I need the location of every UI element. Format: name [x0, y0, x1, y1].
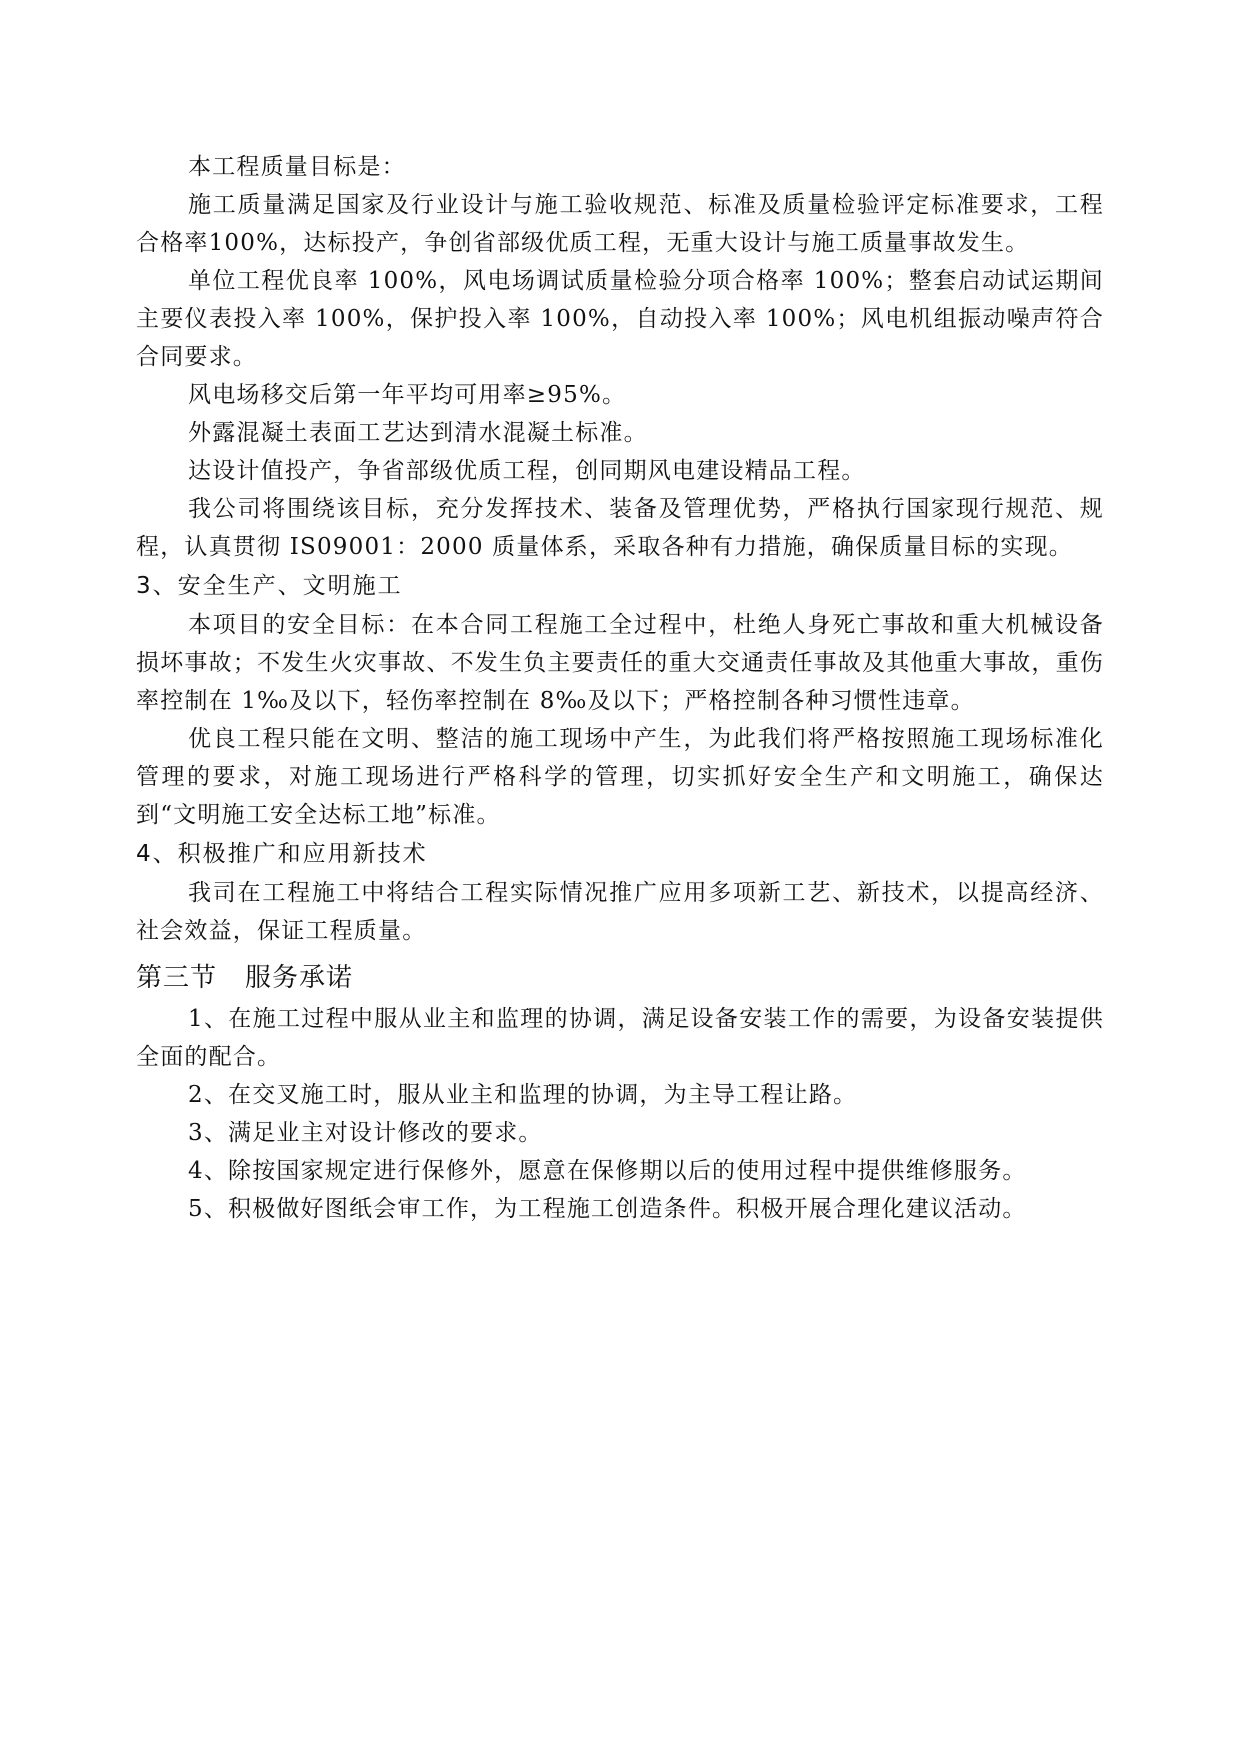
- paragraph-availability: 风电场移交后第一年平均可用率≥95%。: [188, 382, 627, 408]
- paragraph-civilized-construction: 优良工程只能在文明、整洁的施工现场中产生，为此我们将严格按照施工现场标准化管理的要求，对施工现场进行严格科学的管理，切实抓好安全生产和文明施工，确保达到“文明施工安全达标工地”标准。: [136, 726, 1104, 828]
- section-title: 服务承诺: [245, 963, 354, 993]
- paragraph-design-value: 达设计值投产，争省部级优质工程，创同期风电建设精品工程。: [188, 458, 866, 484]
- paragraph-company-commitment: 我公司将围绕该目标，充分发挥技术、装备及管理优势，严格执行国家现行规范、规程，认真贯彻 IS09001：2000 质量体系，采取各种有力措施，确保质量目标的实现。: [136, 496, 1104, 560]
- commitment-item: 3、满足业主对设计修改的要求。: [188, 1120, 543, 1146]
- section-heading: [136, 956, 1104, 1000]
- paragraph-new-technology: 我司在工程施工中将结合工程实际情况推广应用多项新工艺、新技术，以提高经济、社会效益，保证工程质量。: [136, 880, 1104, 944]
- paragraph-quality-goal-intro: 本工程质量目标是：: [188, 154, 406, 180]
- commitment-item: 4、除按国家规定进行保修外，愿意在保修期以后的使用过程中提供维修服务。: [188, 1158, 1027, 1184]
- section-number: 第三节: [136, 963, 218, 993]
- document-body: [136, 148, 1104, 1228]
- paragraph-safety-goal: 本项目的安全目标：在本合同工程施工全过程中，杜绝人身死亡事故和重大机械设备损坏事故；不发生火灾事故、不发生负主要责任的重大交通责任事故及其他重大事故，重伤率控制在 1‰及以下，轻伤率控制在 8‰及以下；严格控制各种习惯性违章。: [136, 612, 1104, 714]
- heading-new-technology: 4、积极推广和应用新技术: [136, 841, 428, 867]
- commitment-item: 5、积极做好图纸会审工作，为工程施工创造条件。积极开展合理化建议活动。: [188, 1196, 1027, 1222]
- paragraph-quality-standard: 施工质量满足国家及行业设计与施工验收规范、标准及质量检验评定标准要求，工程合格率100%，达标投产，争创省部级优质工程，无重大设计与施工质量事故发生。: [136, 192, 1104, 256]
- paragraph-pass-rates: 单位工程优良率 100%，风电场调试质量检验分项合格率 100%；整套启动试运期间主要仪表投入率 100%，保护投入率 100%，自动投入率 100%；风电机组振动噪声符合合同要求。: [136, 268, 1104, 370]
- commitment-item: 2、在交叉施工时，服从业主和监理的协调，为主导工程让路。: [188, 1082, 858, 1108]
- heading-safety: 3、安全生产、文明施工: [136, 573, 403, 599]
- paragraph-concrete: 外露混凝土表面工艺达到清水混凝土标准。: [188, 420, 648, 446]
- commitment-item: 1、在施工过程中服从业主和监理的协调，满足设备安装工作的需要，为设备安装提供全面的配合。: [136, 1006, 1104, 1070]
